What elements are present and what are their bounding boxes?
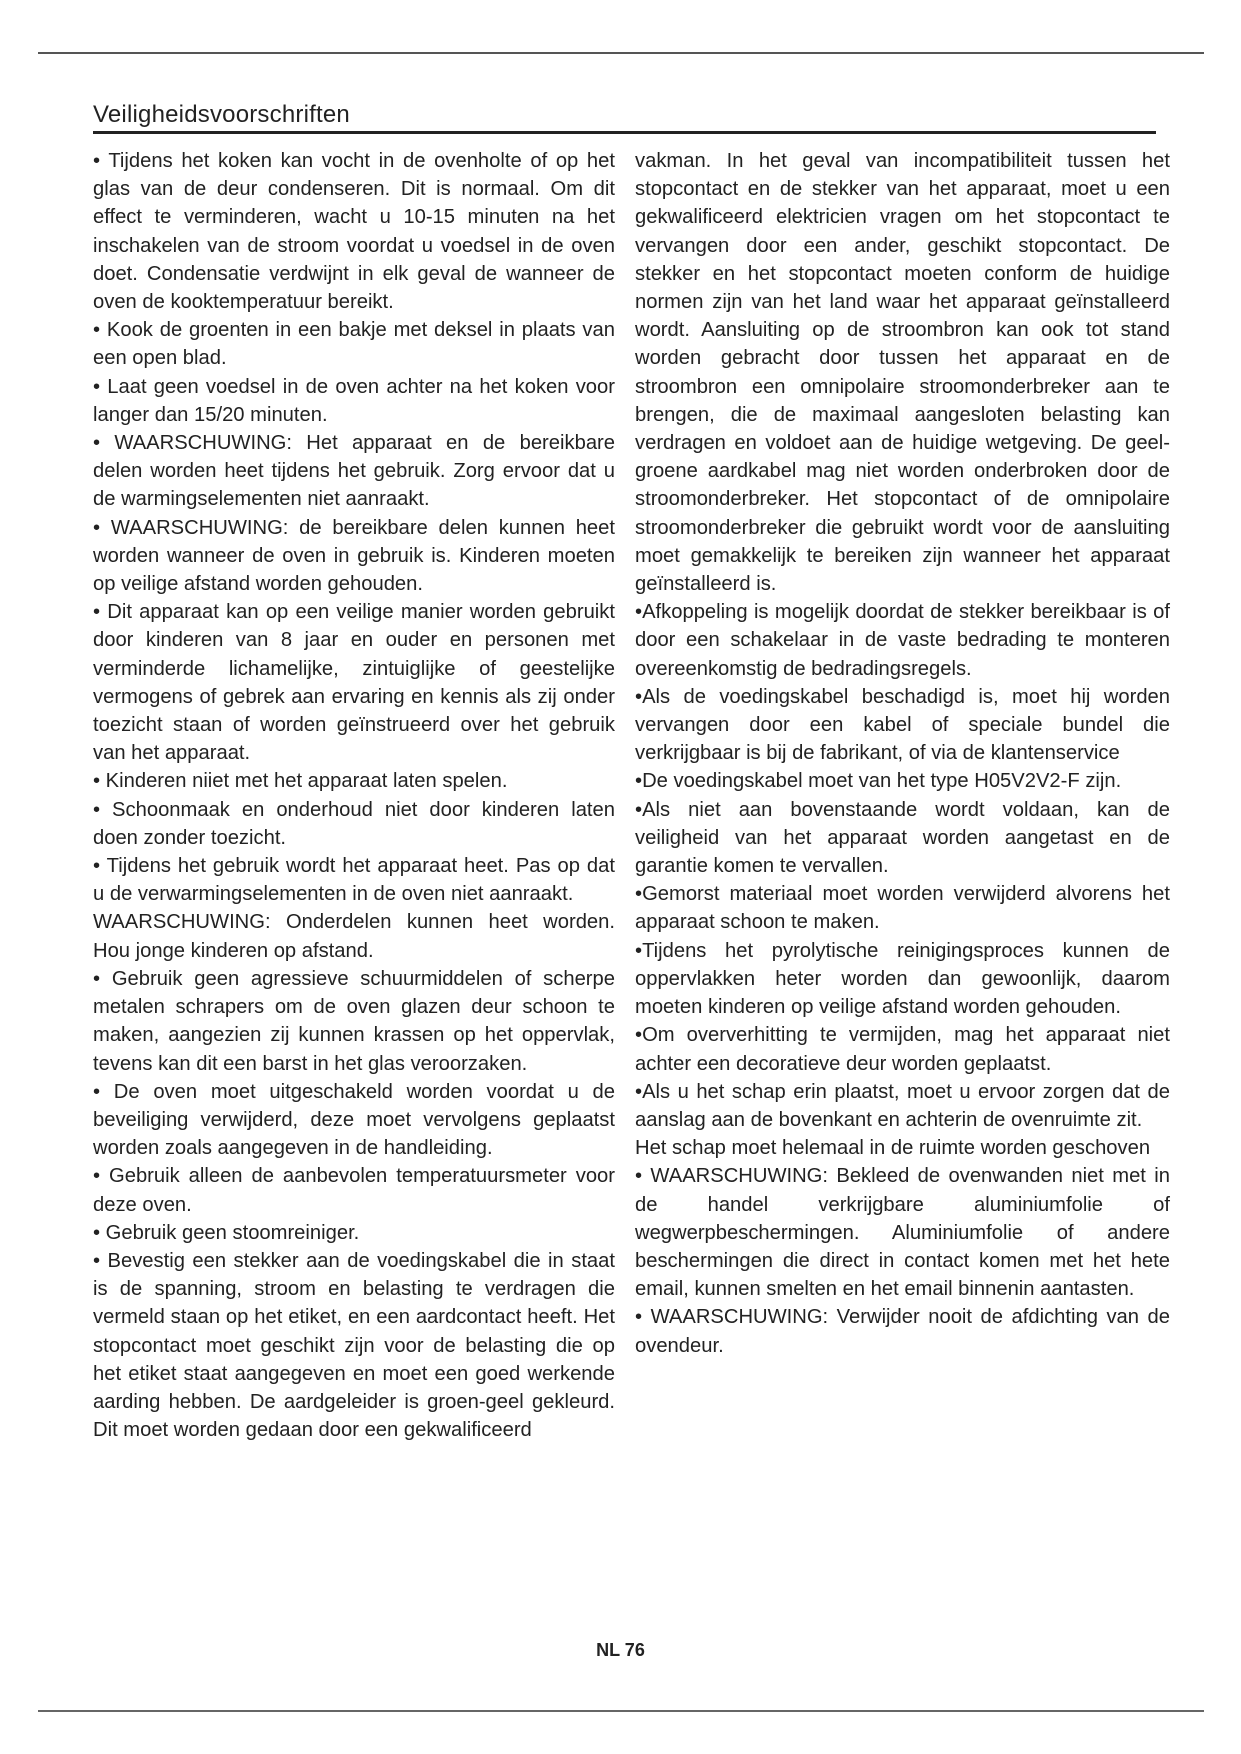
paragraph: WAARSCHUWING: Onderdelen kunnen heet worden. Hou jonge kinderen op afstand.: [93, 911, 615, 962]
paragraph: •Afkoppeling is mogelijk doordat de stekker bereikbaar is of door een schakelaar in de vaste bedrading te monteren overeenkomstig de bedradingsregels.: [635, 601, 1170, 680]
paragraph: • Kook de groenten in een bakje met deksel in plaats van een open blad.: [93, 319, 615, 370]
paragraph: • Kinderen niiet met het apparaat laten spelen.: [93, 770, 508, 793]
section-heading: Veiligheidsvoorschriften: [93, 101, 1156, 134]
paragraph: •Als u het schap erin plaatst, moet u ervoor zorgen dat de aanslag aan de bovenkant en achterin de ovenruimte zit.: [635, 1080, 1170, 1131]
paragraph: •Als niet aan bovenstaande wordt voldaan, kan de veiligheid van het apparaat worden aangetast en de garantie komen te vervallen.: [635, 798, 1170, 878]
paragraph: •Om oververhitting te vermijden, mag het apparaat niet achter een decoratieve deur worden geplaatst.: [635, 1024, 1170, 1075]
paragraph: • WAARSCHUWING: Het apparaat en de bereikbare delen worden heet tijdens het gebruik. Zorg ervoor dat u de warmingselementen niet aanraakt.: [93, 432, 615, 511]
paragraph: • Gebruik geen agressieve schuurmiddelen of scherpe metalen schrapers om de oven glazen deur schoon te maken, aangezien zij kunnen krassen op het oppervlak, tevens kan dit een barst in het glas veroorzaken.: [93, 967, 615, 1075]
paragraph: • Tijdens het gebruik wordt het apparaat heet. Pas op dat u de verwarmingselementen in de oven niet aanraakt.: [93, 855, 615, 906]
paragraph: • Gebruik geen stoomreiniger.: [93, 1221, 360, 1244]
paragraph: • WAARSCHUWING: de bereikbare delen kunnen heet worden wanneer de oven in gebruik is. Kinderen moeten op veilige afstand worden gehouden.: [93, 516, 615, 596]
paragraph: •Tijdens het pyrolytische reinigingsproces kunnen de oppervlakken heter worden dan gewoonlijk, daarom moeten kinderen op veilige afstand worden gehouden.: [635, 939, 1170, 1019]
paragraph: vakman. In het geval van incompatibiliteit tussen het stopcontact en de stekker van het apparaat, moet u een gekwalificeerd elektricien vragen om het stopcontact te vervangen door een ander, geschikt stopcontact. De stekker en het stopcontact moeten conform de huidige normen zijn van het land waar het apparaat geïnstalleerd wordt. Aansluiting op de stroombron kan ook tot stand worden gebracht door tussen het apparaat en de stroombron een omnipolaire stroomonderbreker aan te brengen, die de maximaal aangesloten belasting kan verdragen en voldoet aan de huidige wetgeving. De geel-groene aardkabel mag niet worden onderbroken door de stroomonderbreker. Het stopcontact of de omnipolaire stroomonderbreker die gebruikt wordt voor de aansluiting moet gemakkelijk te bereiken zijn wanneer het apparaat geïnstalleerd is.: [635, 150, 1170, 596]
top-rule: [38, 52, 1204, 54]
paragraph: •De voedingskabel moet van het type H05V2V2-F zijn.: [635, 770, 1122, 793]
paragraph: • Tijdens het koken kan vocht in de ovenholte of op het glas van de deur condenseren. Dit is normaal. Om dit effect te verminderen, wacht u 10-15 minuten na het inschakelen van de stroom voordat u voedsel in de oven doet. Condensatie verdwijnt in elk geval de wanneer de oven de kooktemperatuur bereikt.: [93, 150, 615, 314]
paragraph: • De oven moet uitgeschakeld worden voordat u de beveiliging verwijderd, deze moet vervolgens geplaatst worden zoals aangegeven in de handleiding.: [93, 1080, 615, 1160]
paragraph: Het schap moet helemaal in de ruimte worden geschoven: [635, 1137, 1151, 1160]
paragraph: • Schoonmaak en onderhoud niet door kinderen laten doen zonder toezicht.: [93, 798, 615, 849]
paragraph: • WAARSCHUWING: Verwijder nooit de afdichting van de ovendeur.: [635, 1306, 1170, 1357]
paragraph: •Als de voedingskabel beschadigd is, moet hij worden vervangen door een kabel of speciale bundel die verkrijgbaar is bij de fabrikant, of via de klantenservice: [635, 685, 1170, 765]
bottom-rule: [38, 1710, 1204, 1712]
paragraph: • Gebruik alleen de aanbevolen temperatuursmeter voor deze oven.: [93, 1165, 615, 1216]
right-column: [635, 147, 1170, 1360]
paragraph: •Gemorst materiaal moet worden verwijderd alvorens het apparaat schoon te maken.: [635, 883, 1170, 934]
paragraph: • Laat geen voedsel in de oven achter na het koken voor langer dan 15/20 minuten.: [93, 375, 615, 426]
page-number: NL 76: [596, 1640, 645, 1660]
paragraph: • Bevestig een stekker aan de voedingskabel die in staat is de spanning, stroom en belasting te verdragen die vermeld staan op het etiket, en een aardcontact heeft. Het stopcontact moet geschikt zijn voor de belasting die op het etiket staat aangegeven en moet een goed werkende aarding hebben. De aardgeleider is groen-geel gekleurd. Dit moet worden gedaan door een gekwalificeerd: [93, 1249, 615, 1442]
paragraph: • WAARSCHUWING: Bekleed de ovenwanden niet met in de handel verkrijgbare aluminiumfolie of wegwerpbeschermingen. Aluminiumfolie of andere beschermingen die direct in contact komen met het hete email, kunnen smelten en het email binnenin aantasten.: [635, 1165, 1170, 1301]
left-column: [93, 147, 615, 1444]
paragraph: • Dit apparaat kan op een veilige manier worden gebruikt door kinderen van 8 jaar en ouder en personen met verminderde lichamelijke, zintuiglijke of geestelijke vermogens of gebrek aan ervaring en kennis als zij onder toezicht staan of worden geïnstrueerd over het gebruik van het apparaat.: [93, 601, 615, 765]
